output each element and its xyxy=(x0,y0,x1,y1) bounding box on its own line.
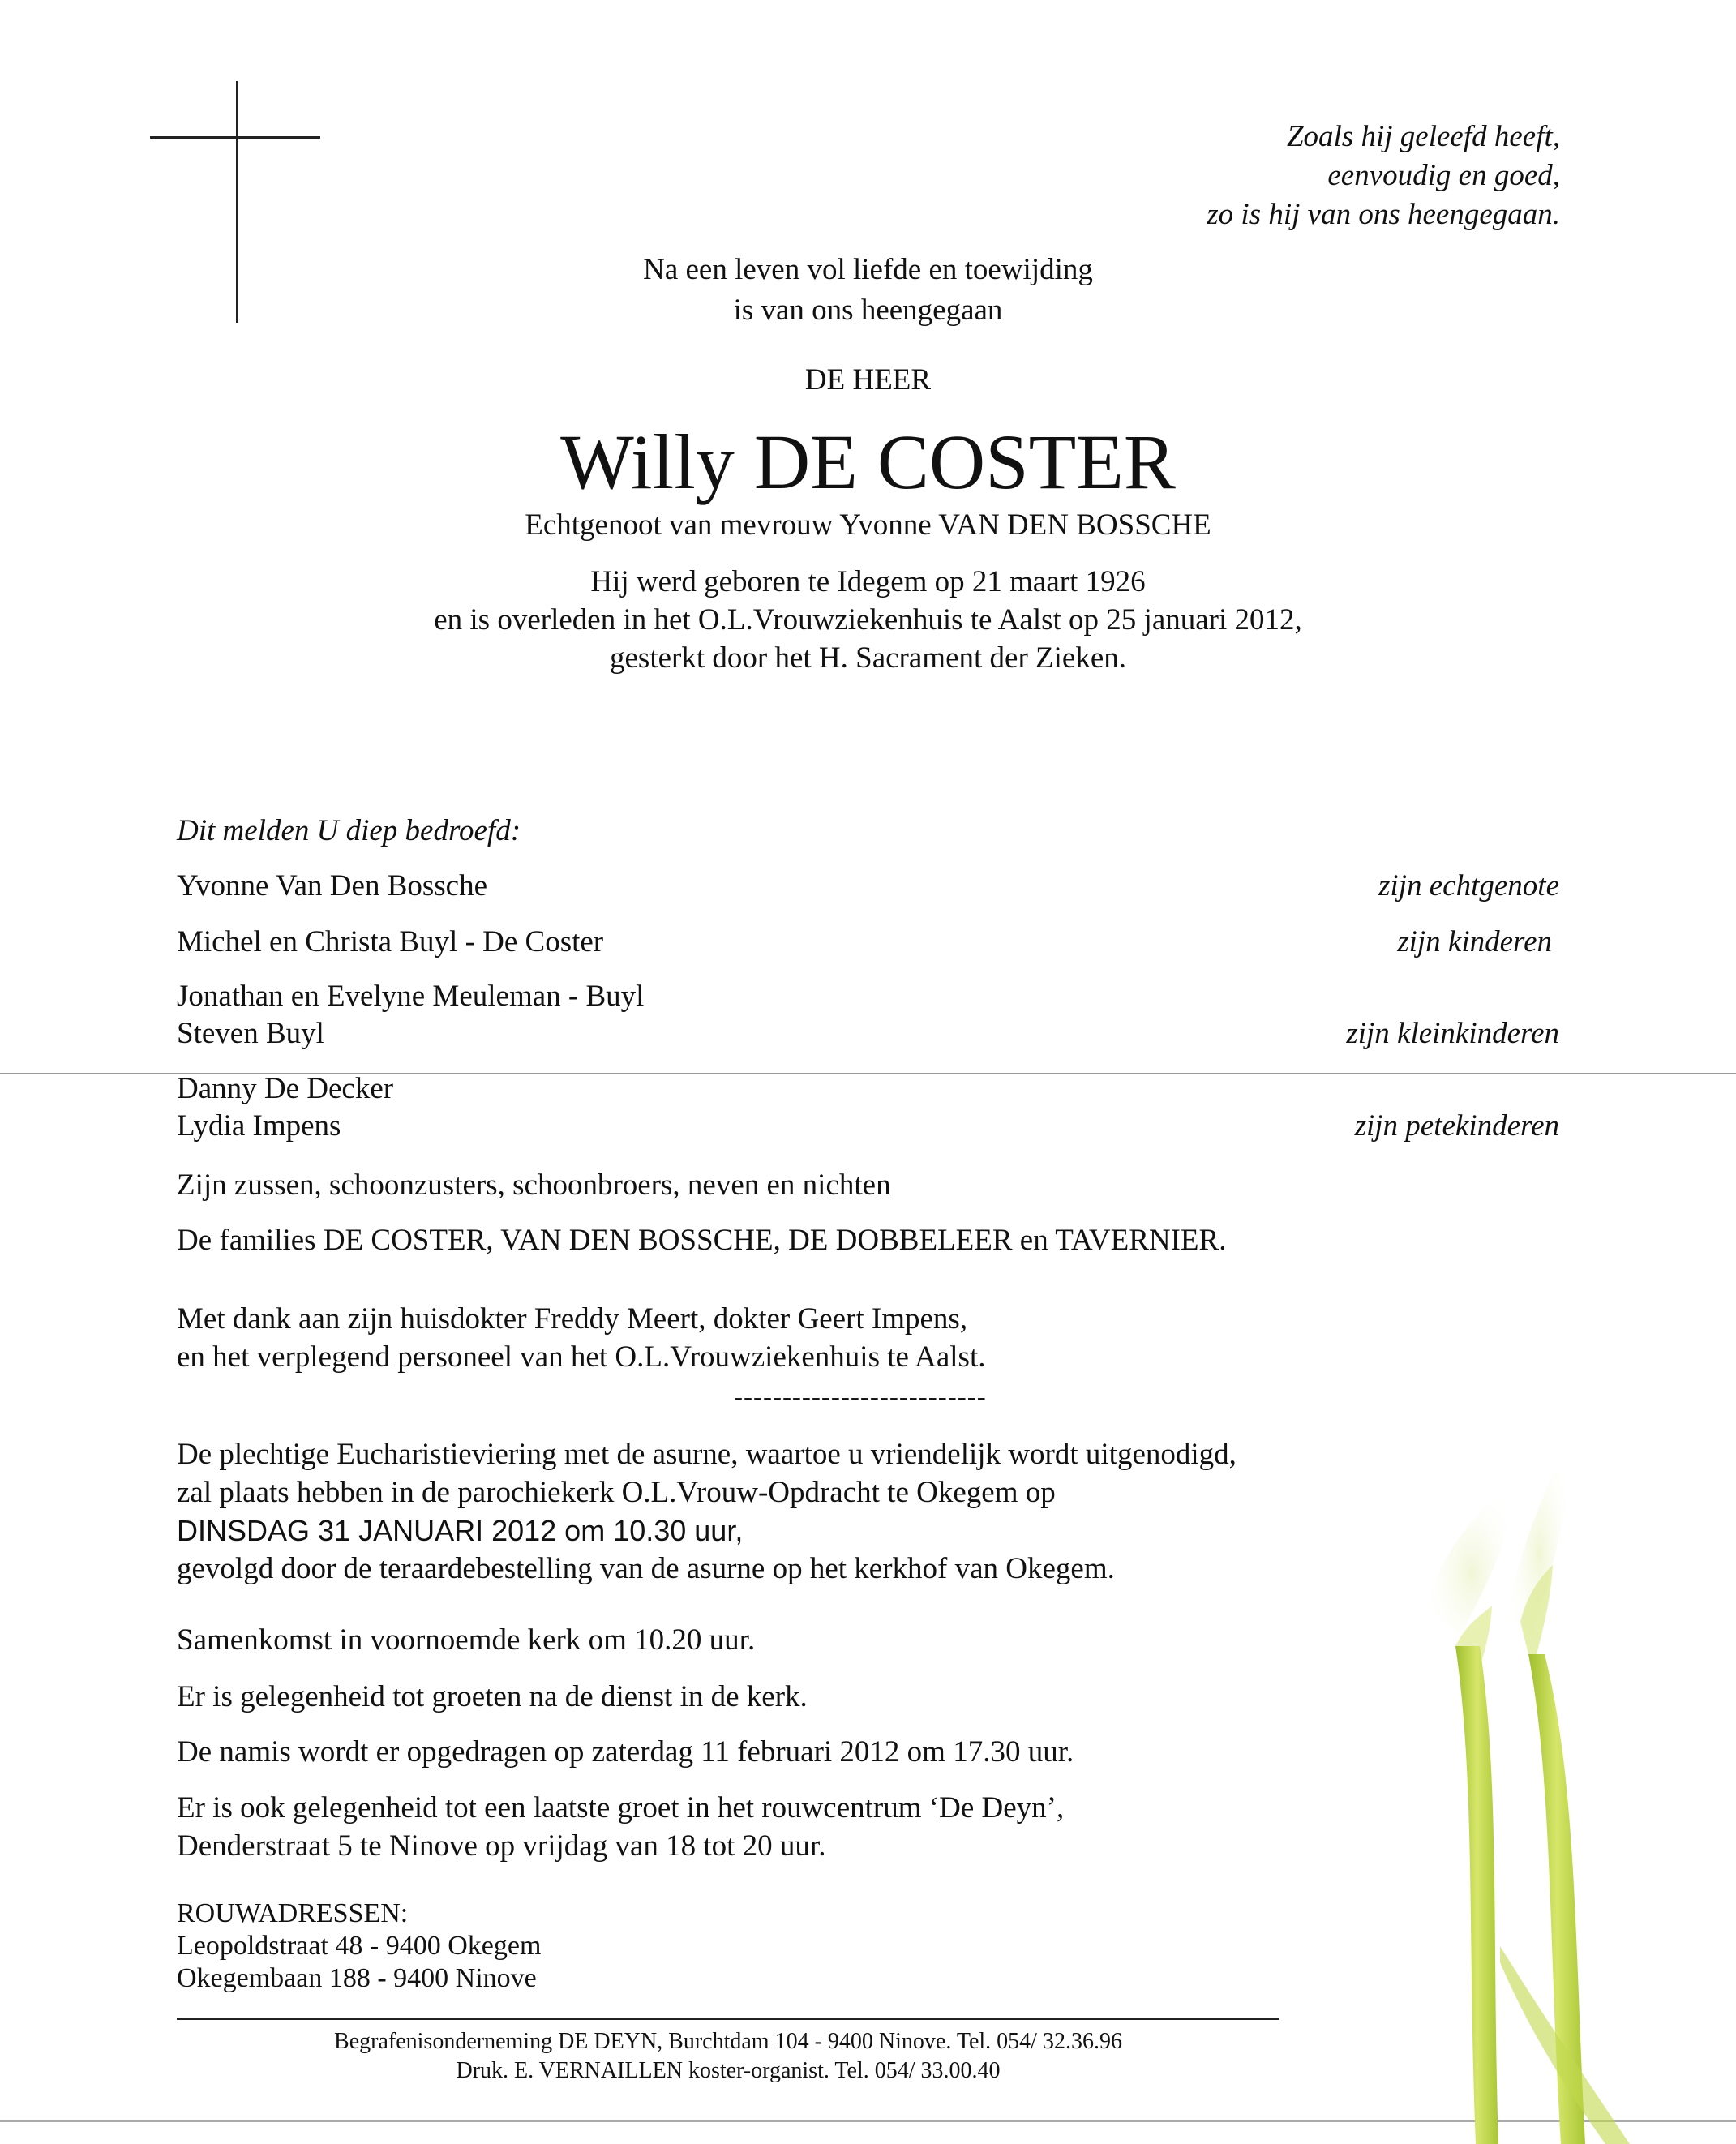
mass: De namis wordt er opgedragen op zaterdag 11 februari 2012 om 17.30 uur. xyxy=(177,1735,1074,1769)
announce-heading: Dit melden U diep bedroefd: xyxy=(177,814,521,847)
epigraph-line: zo is hij van ons heengegaan. xyxy=(1207,198,1560,231)
life-line: gesterkt door het H. Sacrament der Zieken. xyxy=(610,641,1126,675)
family-name: Jonathan en Evelyne Meuleman - Buyl xyxy=(177,980,645,1013)
addresses-heading: ROUWADRESSEN: xyxy=(177,1898,409,1928)
family-relation: zijn kinderen xyxy=(1397,925,1552,958)
thanks xyxy=(177,1300,985,1376)
deceased-name: Willy DE COSTER xyxy=(560,418,1176,505)
intro xyxy=(0,250,1736,331)
lily-flower xyxy=(1427,1476,1516,1638)
family-name: Yvonne Van Den Bossche xyxy=(177,869,488,903)
service-line: zal plaats hebben in de parochiekerk O.L.Vrouw-Opdracht te Okegem op xyxy=(177,1476,1056,1509)
family-name: Michel en Christa Buyl - De Coster xyxy=(177,925,604,958)
family-relation: zijn echtgenote xyxy=(1378,869,1559,903)
family-row xyxy=(177,866,1559,907)
family-name: Lydia Impens xyxy=(177,1109,341,1143)
title-prefix: DE HEER xyxy=(804,363,932,397)
greeting: Er is gelegenheid tot groeten na de dienst in de kerk. xyxy=(177,1680,808,1713)
family-row xyxy=(177,922,1559,963)
footer-line: Begrafenisonderneming DE DEYN, Burchtdam 104 - 9400 Ninove. Tel. 054/ 32.36.96 xyxy=(334,2029,1122,2054)
service-date: DINSDAG 31 JANUARI 2012 om 10.30 uur, xyxy=(177,1514,744,1547)
addresses xyxy=(177,1897,541,1995)
family-relation: zijn kleinkinderen xyxy=(1346,1017,1559,1050)
intro-line: Na een leven vol liefde en toewijding xyxy=(643,253,1093,286)
family-row xyxy=(177,1070,1559,1145)
life-line: en is overleden in het O.L.Vrouwziekenhuis te Aalst op 25 januari 2012, xyxy=(434,603,1302,637)
service-line: De plechtige Eucharistieviering met de asurne, waartoe u vriendelijk wordt uitgenodigd, xyxy=(177,1438,1237,1471)
relatives: Zijn zussen, schoonzusters, schoonbroers, neven en nichten xyxy=(177,1168,891,1202)
intro-line: is van ons heengegaan xyxy=(733,294,1003,327)
farewell-line: Er is ook gelegenheid tot een laatste groet in het rouwcentrum ‘De Deyn’, xyxy=(177,1791,1065,1825)
epigraph-line: Zoals hij geleefd heeft, xyxy=(1286,120,1560,153)
lily-stem xyxy=(1455,1646,1498,2144)
families: De families DE COSTER, VAN DEN BOSSCHE, DE DOBBELEER en TAVERNIER. xyxy=(177,1224,1227,1257)
epigraph-line: eenvoudig en goed, xyxy=(1327,159,1560,192)
family-relation: zijn petekinderen xyxy=(1354,1109,1559,1143)
thanks-line: en het verplegend personeel van het O.L.Vrouwziekenhuis te Aalst. xyxy=(177,1340,986,1374)
lily-illustration xyxy=(1378,1379,1736,2144)
footer-rule xyxy=(177,2018,1279,2020)
spouse-line: Echtgenoot van mevrouw Yvonne VAN DEN BOSSCHE xyxy=(525,508,1211,542)
gathering: Samenkomst in voornoemde kerk om 10.20 uur. xyxy=(177,1623,756,1657)
family-name: Steven Buyl xyxy=(177,1017,324,1050)
divider: -------------------------- xyxy=(734,1383,987,1412)
service xyxy=(177,1435,1237,1588)
family-row xyxy=(177,978,1559,1053)
service-line: gevolgd door de teraardebestelling van de asurne op het kerkhof van Okegem. xyxy=(177,1552,1115,1585)
address-line: Leopoldstraat 48 - 9400 Okegem xyxy=(177,1931,542,1961)
farewell xyxy=(177,1789,1064,1865)
footer xyxy=(177,2027,1279,2086)
footer-line: Druk. E. VERNAILLEN koster-organist. Tel. 054/ 33.00.40 xyxy=(456,2058,1001,2083)
family-name: Danny De Decker xyxy=(177,1072,394,1105)
life-line: Hij werd geboren te Idegem op 21 maart 1926 xyxy=(590,565,1146,598)
epigraph xyxy=(1207,118,1560,234)
thanks-line: Met dank aan zijn huisdokter Freddy Meert, dokter Geert Impens, xyxy=(177,1302,968,1336)
farewell-line: Denderstraat 5 te Ninove op vrijdag van 18 tot 20 uur. xyxy=(177,1829,826,1863)
address-line: Okegembaan 188 - 9400 Ninove xyxy=(177,1963,537,1993)
life-details xyxy=(0,563,1736,677)
